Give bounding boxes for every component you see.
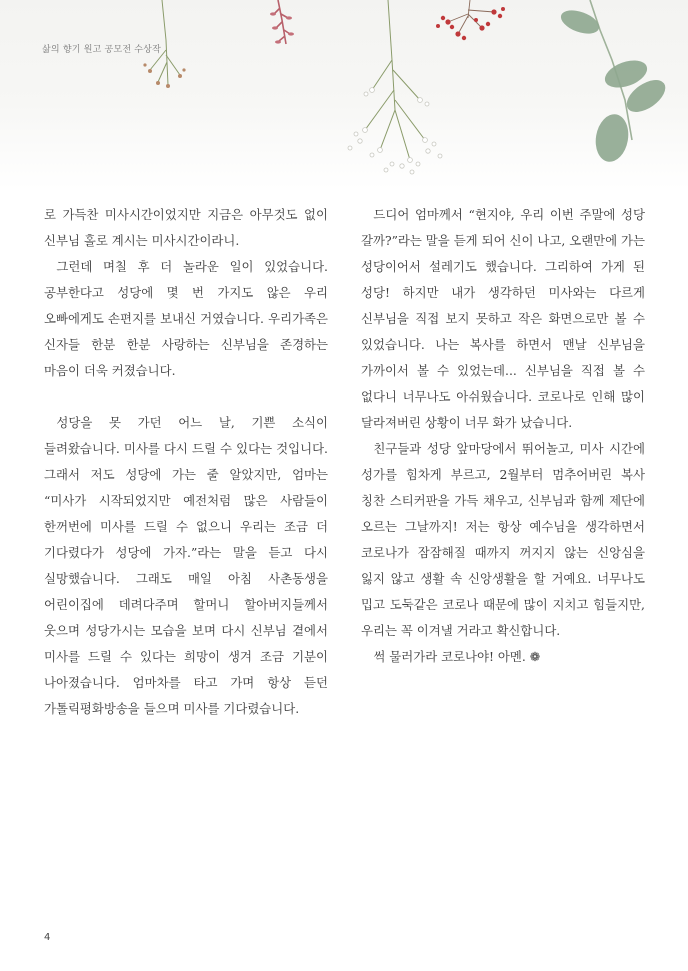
right-column bbox=[361, 202, 645, 670]
babys-breath-stems bbox=[365, 0, 425, 160]
running-head: 삶의 향기 원고 공모전 수상작 bbox=[42, 45, 161, 55]
pink-sprig bbox=[274, 0, 290, 44]
paragraph: 드디어 엄마께서 “현지야, 우리 이번 주말에 성당 갈까?”라는 말을 듣게 되어 신이 나고, 오랜만에 가는 성당이어서 설레기도 했습니다. 그리하여 가게 된 성당! 하지만 내가 생각하던 미사와는 다르게 신부님을 직접 보지 못하고 작은 화면으로만 볼 수 있었습니다. 나는 복사를 하면서 맨날 신부님을 가까이서 볼 수 있었는데... 신부님을 직접 볼 수 없다니 너무나도 아쉬웠습니다. 코로나로 인해 많이 달라져버린 상황이 너무 화가 났습니다. bbox=[361, 207, 645, 430]
paragraph: 친구들과 성당 앞마당에서 뛰어놀고, 미사 시간에 성가를 힘차게 부르고, 2월부터 멈추어버린 복사 칭찬 스티커판을 가득 채우고, 신부님과 함께 제단에 오르는 그날까지! 저는 항상 예수님을 생각하면서 코로나가 잠잠해질 때까지 꺼지지 않는 신앙심을 잃지 않고 생활 속 신앙생활을 할 거예요. 너무나도 밉고 도둑같은 코로나 때문에 많이 지치고 힘들지만, 우리는 꼭 이겨낼 거라고 확신합니다. bbox=[361, 441, 645, 638]
red-berries bbox=[436, 7, 505, 40]
paragraph: 그런데 며칠 후 더 놀라운 일이 있었습니다. 공부한다고 성당에 몇 번 가지도 않은 우리 오빠에게도 손편지를 보내신 거였습니다. 우리가족은 신자들 한분 한분 사랑하는 신부님을 존경하는 마음이 더욱 커졌습니다. bbox=[44, 259, 328, 378]
closing-text: 썩 물러가라 코로나야! 아멘. bbox=[373, 649, 526, 664]
red-berry-stems bbox=[448, 0, 494, 34]
eucalyptus-leaves bbox=[558, 6, 671, 165]
botanical-decoration bbox=[0, 0, 688, 190]
paragraph: 성당을 못 가던 어느 날, 기쁜 소식이 들려왔습니다. 미사를 다시 드릴 수 있다는 것입니다. 그래서 저도 성당에 가는 줄 알았지만, 엄마는 “미사가 시작되었지만 예전처럼 많은 사람들이 한꺼번에 미사를 드릴 수 없으니 우리는 조금 더 기다렸다가 성당에 가자.”라는 말을 듣고 다시 실망했습니다. 그래도 매일 아침 사촌동생을 어린이집에 데려다주며 할머니 할아버지들께서 웃으며 성당가시는 모습을 보며 다시 신부님 곁에서 미사를 드릴 수 있다는 희망이 생겨 조금 기분이 나아졌습니다. 엄마차를 타고 가며 항상 듣던 가톨릭평화방송을 들으며 미사를 기다렸습니다. bbox=[44, 415, 328, 716]
paragraph: 로 가득찬 미사시간이었지만 지금은 아무것도 없이 신부님 홀로 계시는 미사시간이라니. bbox=[44, 207, 328, 248]
left-column bbox=[44, 202, 328, 722]
page-number: 4 bbox=[44, 932, 51, 943]
closing-paragraph bbox=[361, 644, 645, 670]
flower-ornament-icon: ❁ bbox=[529, 649, 541, 664]
